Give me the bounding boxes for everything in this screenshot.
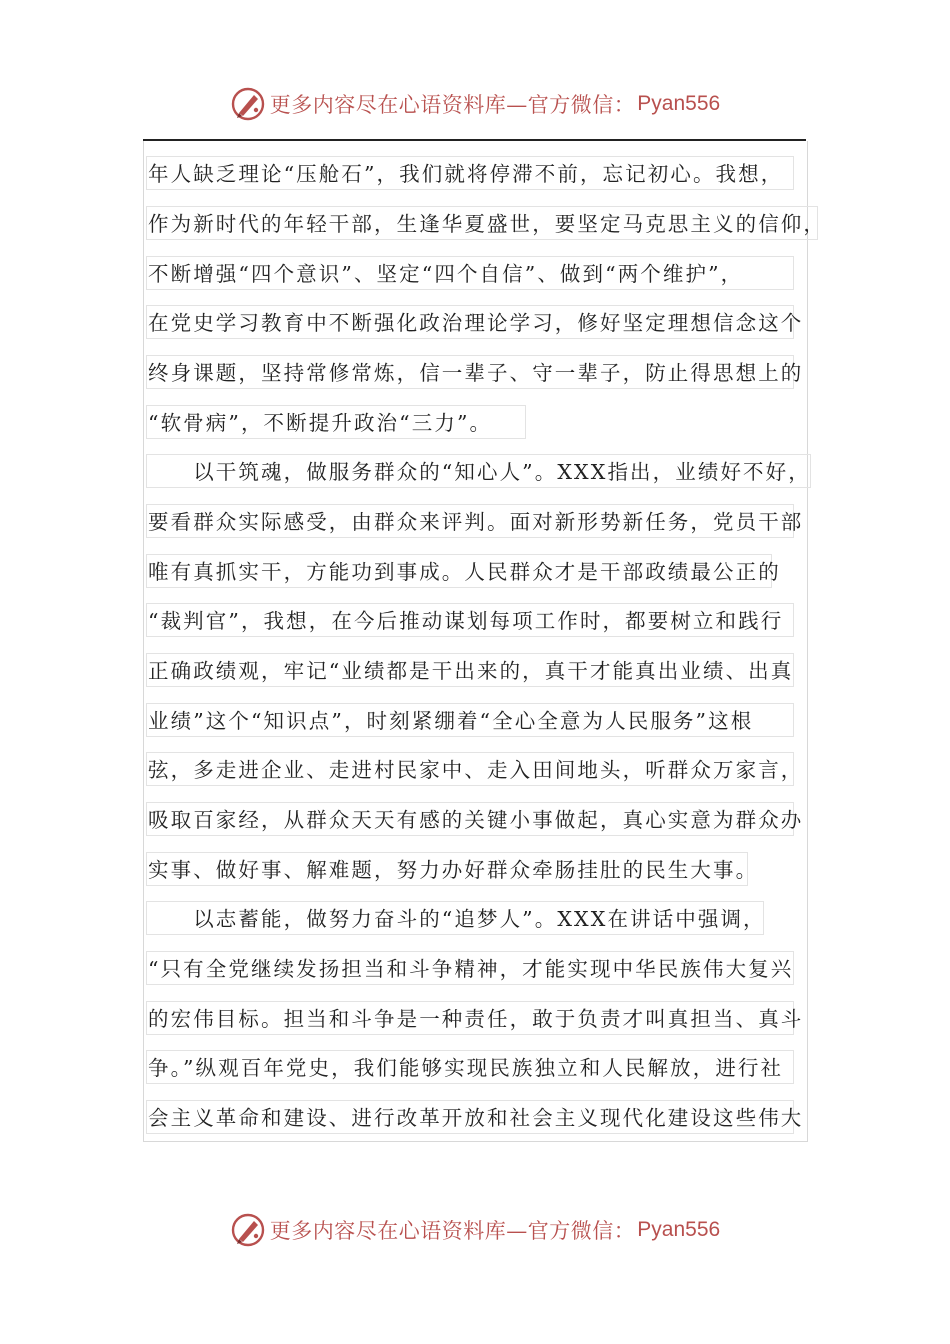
text-line: “软骨病”，不断提升政治“三力”。	[146, 405, 526, 439]
text-line: 不断增强“四个意识”、坚定“四个自信”、做到“两个维护”，	[146, 256, 794, 290]
text-line: 的宏伟目标。担当和斗争是一种责任，敢于负责才叫真担当、真斗	[146, 1001, 794, 1035]
text-line: “裁判官”，我想，在今后推动谋划每项工作时，都要树立和践行	[146, 603, 794, 637]
text-line: 以干筑魂，做服务群众的“知心人”。XXX指出，业绩好不好，	[146, 454, 811, 488]
text-line: 要看群众实际感受，由群众来评判。面对新形势新任务，党员干部	[146, 504, 794, 538]
text-line: 吸取百家经，从群众天天有感的关键小事做起，真心实意为群众办	[146, 802, 794, 836]
banner-wechat-id: Pyan556	[637, 1218, 721, 1241]
text-line: 以志蓄能，做努力奋斗的“追梦人”。XXX在讲话中强调，	[146, 901, 764, 935]
content-frame	[143, 141, 808, 1142]
text-line: 唯有真抓实干，方能功到事成。人民群众才是干部政绩最公正的	[146, 554, 772, 588]
footer-banner	[0, 1208, 950, 1252]
text-line: 弦，多走进企业、走进村民家中、走入田间地头，听群众万家言，	[146, 752, 794, 786]
pen-logo-icon	[230, 86, 266, 122]
banner-text: 更多内容尽在心语资料库—官方微信：	[269, 93, 636, 117]
text-line: 年人缺乏理论“压舱石”，我们就将停滞不前，忘记初心。我想，	[146, 156, 794, 190]
text-line: 作为新时代的年轻干部，生逢华夏盛世，要坚定马克思主义的信仰，	[146, 206, 818, 240]
text-line: 会主义革命和建设、进行改革开放和社会主义现代化建设这些伟大	[146, 1100, 794, 1134]
text-line: 正确政绩观，牢记“业绩都是干出来的，真干才能真出业绩、出真	[146, 653, 794, 687]
text-line: 业绩”这个“知识点”，时刻紧绷着“全心全意为人民服务”这根	[146, 703, 794, 737]
header-banner	[0, 82, 950, 126]
pen-logo-icon	[230, 1212, 266, 1248]
text-line: 终身课题，坚持常修常炼，信一辈子、守一辈子，防止得思想上的	[146, 355, 794, 389]
text-line: 争。”纵观百年党史，我们能够实现民族独立和人民解放，进行社	[146, 1050, 794, 1084]
text-line: 在党史学习教育中不断强化政治理论学习，修好坚定理想信念这个	[146, 305, 794, 339]
text-line: “只有全党继续发扬担当和斗争精神，才能实现中华民族伟大复兴	[146, 951, 794, 985]
banner-text: 更多内容尽在心语资料库—官方微信：	[269, 1219, 636, 1243]
text-line: 实事、做好事、解难题，努力办好群众牵肠挂肚的民生大事。	[146, 852, 748, 886]
banner-wechat-id: Pyan556	[637, 92, 721, 115]
